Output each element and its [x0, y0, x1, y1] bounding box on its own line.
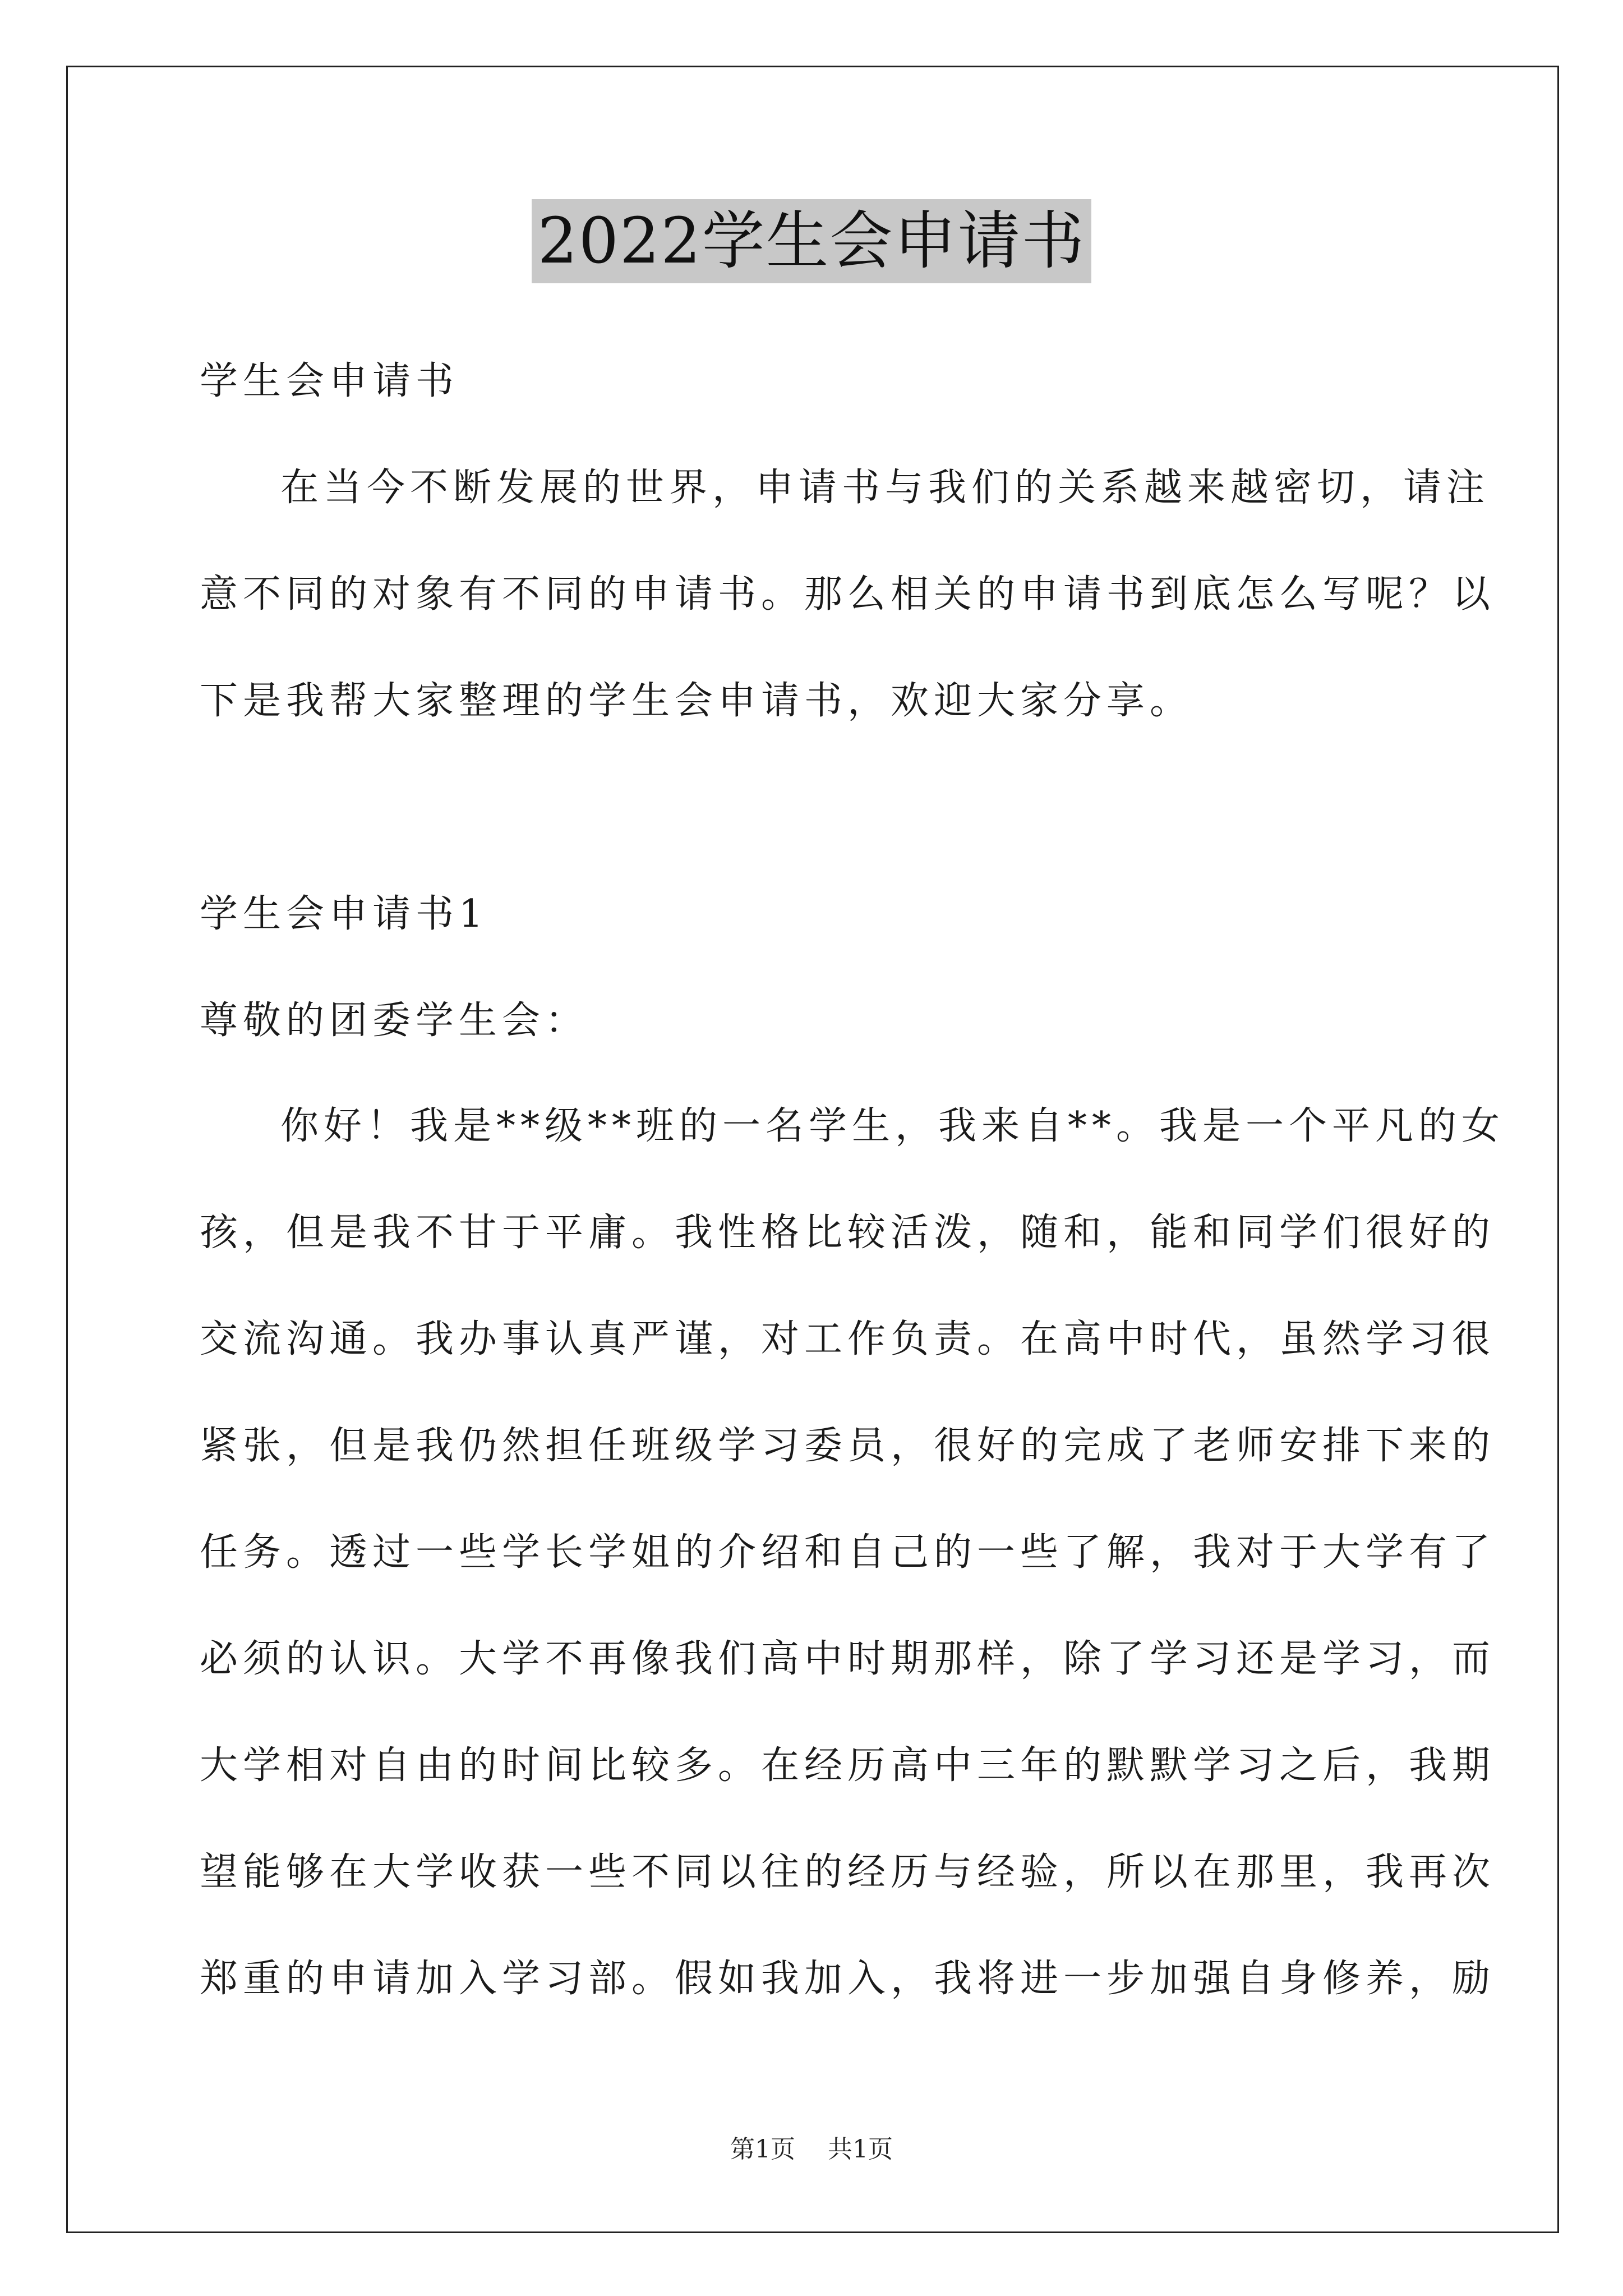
document-heading: 学生会申请书 [200, 359, 459, 403]
letter-paragraph [200, 1073, 1505, 2032]
letter-line: 孩，但是我不甘于平庸。我性格比较活泼，随和，能和同学们很好的 [200, 1211, 1496, 1255]
section-heading: 学生会申请书1 [200, 892, 488, 936]
letter-line: 望能够在大学收获一些不同以往的经历与经验，所以在那里，我再次 [200, 1850, 1496, 1894]
page-number: 第1页 [730, 2135, 795, 2164]
salutation: 尊敬的团委学生会： [200, 999, 589, 1043]
letter-line: 必须的认识。大学不再像我们高中时期那样，除了学习还是学习，而 [200, 1637, 1496, 1681]
letter-line: 紧张，但是我仍然担任班级学习委员，很好的完成了老师安排下来的 [200, 1424, 1496, 1468]
document-title: 2022学生会申请书 [532, 199, 1091, 283]
page-total: 共1页 [828, 2135, 893, 2164]
title-container [0, 199, 1623, 283]
page-footer [0, 2129, 1623, 2165]
intro-line: 下是我帮大家整理的学生会申请书，欢迎大家分享。 [200, 679, 1193, 723]
letter-line: 郑重的申请加入学习部。假如我加入，我将进一步加强自身修养，励 [200, 1957, 1496, 2001]
letter-line: 交流沟通。我办事认真严谨，对工作负责。在高中时代，虽然学习很 [200, 1317, 1496, 1361]
intro-paragraph [200, 435, 1496, 754]
letter-line: 大学相对自由的时间比较多。在经历高中三年的默默学习之后，我期 [200, 1743, 1496, 1788]
letter-line: 你好！我是**级**班的一名学生，我来自**。我是一个平凡的女 [280, 1104, 1505, 1148]
letter-line: 任务。透过一些学长学姐的介绍和自己的一些了解，我对于大学有了 [200, 1530, 1496, 1575]
intro-line: 在当今不断发展的世界，申请书与我们的关系越来越密切，请注 [280, 466, 1490, 510]
intro-line: 意不同的对象有不同的申请书。那么相关的申请书到底怎么写呢？以 [200, 572, 1496, 616]
